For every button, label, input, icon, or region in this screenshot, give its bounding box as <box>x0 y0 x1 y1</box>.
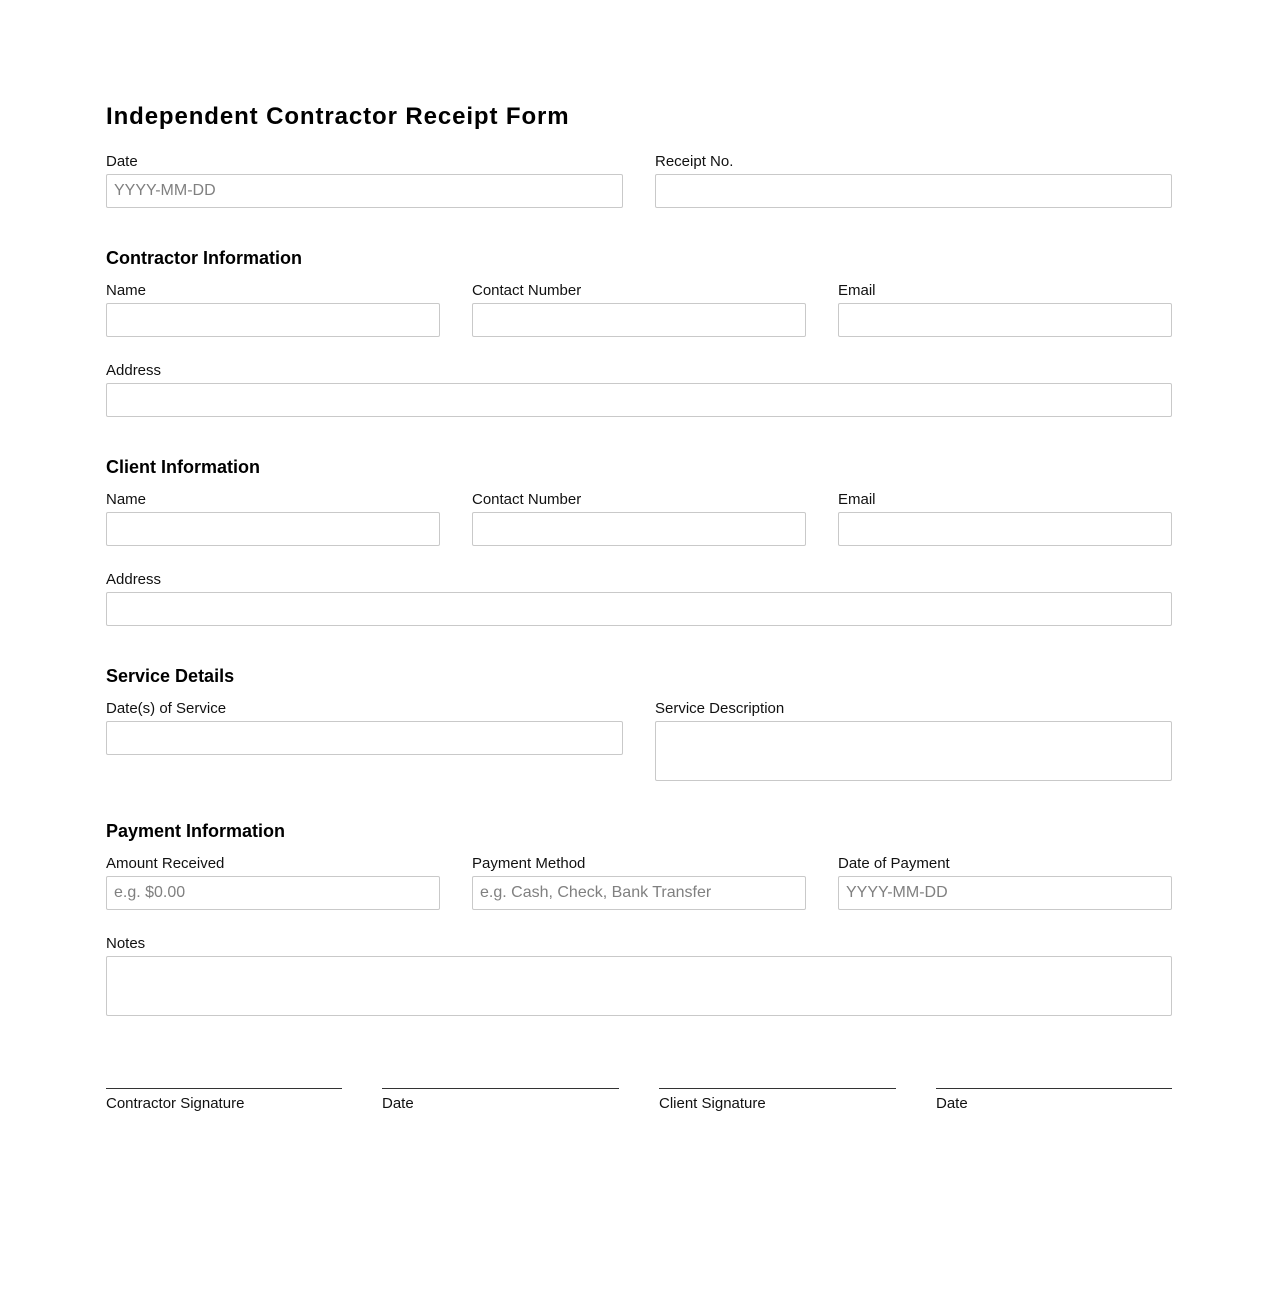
contractor-name-label: Name <box>106 282 147 299</box>
client-email-label: Email <box>838 491 876 508</box>
client-section-heading: Client Information <box>106 457 260 477</box>
contractor-contact-label: Contact Number <box>472 282 582 299</box>
client-date-line[interactable] <box>936 1088 1172 1089</box>
client-name-input[interactable] <box>106 512 440 546</box>
notes-textarea[interactable] <box>106 956 1172 1016</box>
client-name-label: Name <box>106 491 147 508</box>
receipt-no-label: Receipt No. <box>655 153 734 170</box>
client-signature-label: Client Signature <box>659 1095 766 1112</box>
contractor-signature-line[interactable] <box>106 1088 342 1089</box>
contractor-name-input[interactable] <box>106 303 440 337</box>
date-label: Date <box>106 153 138 170</box>
contractor-contact-input[interactable] <box>472 303 806 337</box>
contractor-address-label: Address <box>106 362 162 379</box>
client-email-input[interactable] <box>838 512 1172 546</box>
client-signature-line[interactable] <box>659 1088 896 1089</box>
date-of-payment-input[interactable] <box>838 876 1172 910</box>
client-address-label: Address <box>106 571 162 588</box>
page-title: Independent Contractor Receipt Form <box>106 103 570 130</box>
receipt-no-input[interactable] <box>655 174 1172 208</box>
contractor-date-label: Date <box>382 1095 414 1112</box>
contractor-signature-label: Contractor Signature <box>106 1095 245 1112</box>
service-section-heading: Service Details <box>106 666 235 686</box>
amount-received-input[interactable] <box>106 876 440 910</box>
notes-label: Notes <box>106 935 146 952</box>
date-input[interactable] <box>106 174 623 208</box>
service-description-label: Service Description <box>655 700 785 717</box>
service-dates-label: Date(s) of Service <box>106 700 227 717</box>
service-description-textarea[interactable] <box>655 721 1172 781</box>
payment-section-heading: Payment Information <box>106 821 286 841</box>
contractor-date-line[interactable] <box>382 1088 619 1089</box>
contractor-email-label: Email <box>838 282 876 299</box>
date-of-payment-label: Date of Payment <box>838 855 950 872</box>
client-address-input[interactable] <box>106 592 1172 626</box>
payment-method-label: Payment Method <box>472 855 586 872</box>
service-dates-input[interactable] <box>106 721 623 755</box>
client-date-label: Date <box>936 1095 968 1112</box>
contractor-address-input[interactable] <box>106 383 1172 417</box>
client-contact-label: Contact Number <box>472 491 582 508</box>
payment-method-input[interactable] <box>472 876 806 910</box>
contractor-section-heading: Contractor Information <box>106 248 302 268</box>
contractor-email-input[interactable] <box>838 303 1172 337</box>
amount-received-label: Amount Received <box>106 855 225 872</box>
client-contact-input[interactable] <box>472 512 806 546</box>
